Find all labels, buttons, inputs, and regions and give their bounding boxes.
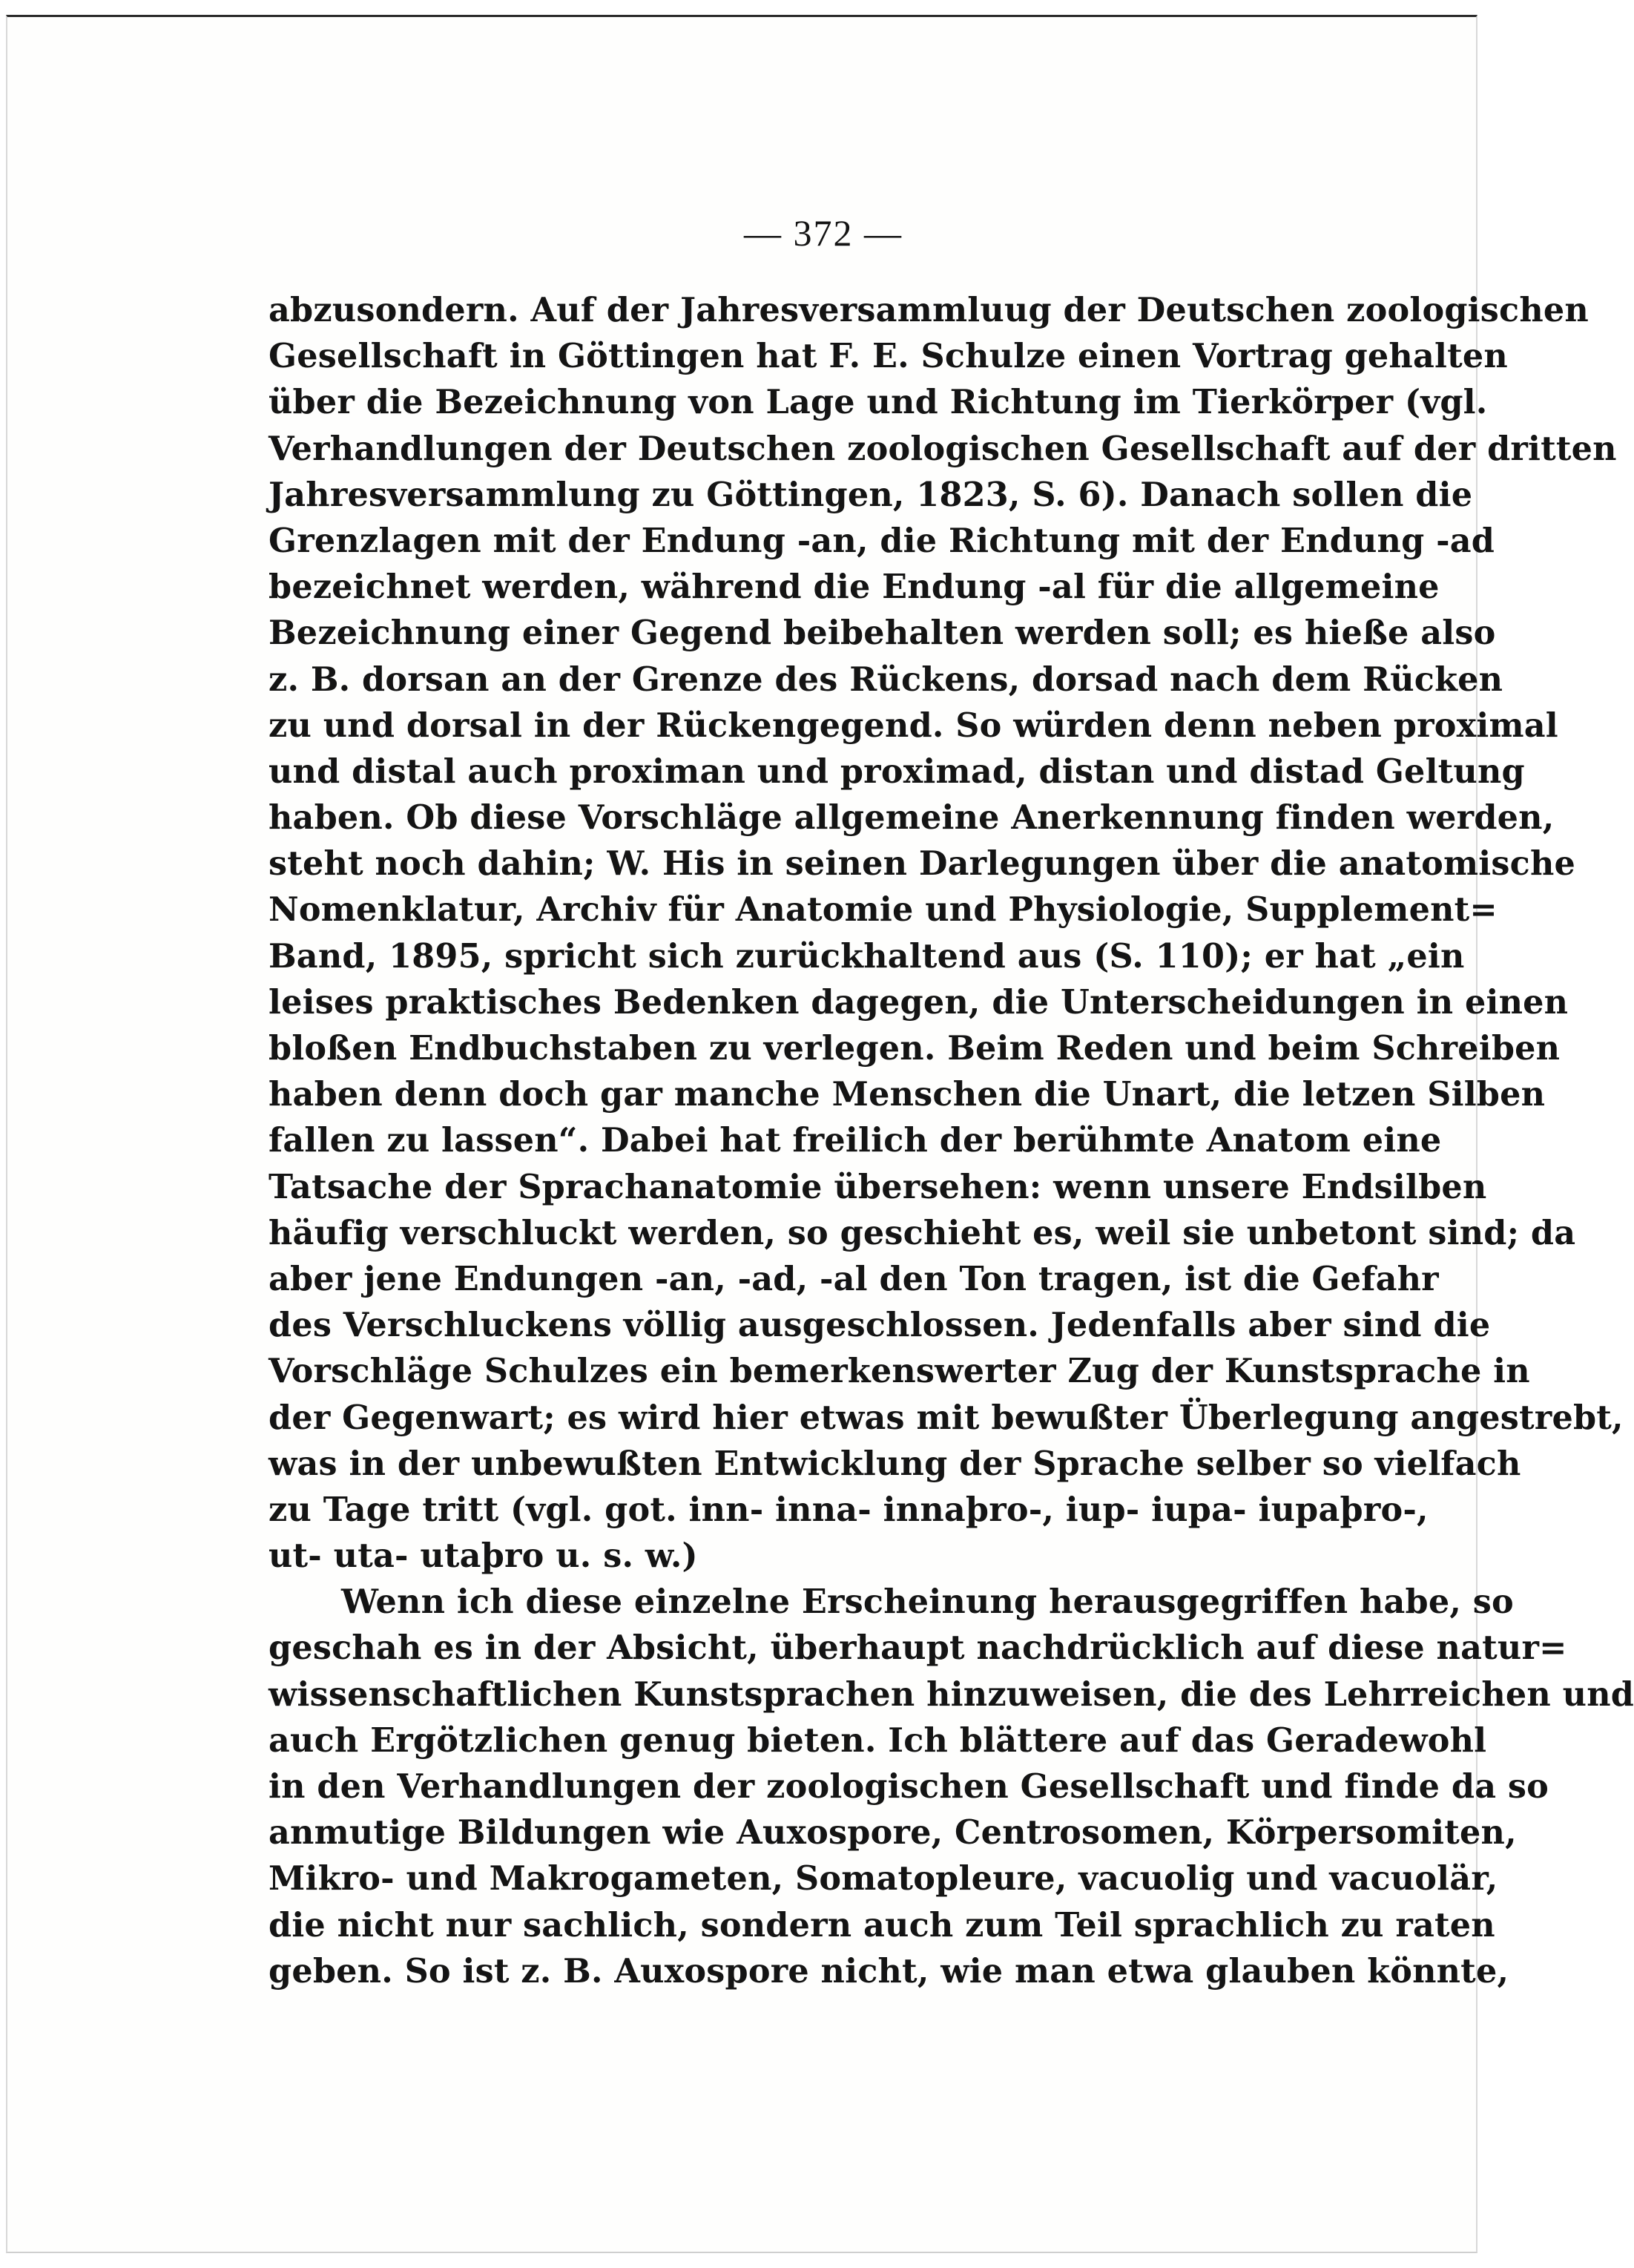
text-line: in den Verhandlungen der zoologischen Gesellschaft und finde da so — [269, 1767, 1549, 1806]
text-line: Grenzlagen mit der Endung -an, die Richtung mit der Endung -ad — [269, 521, 1495, 560]
text-line: bezeichnet werden, während die Endung -al für die allgemeine — [269, 568, 1440, 607]
text-line: Vorschläge Schulzes ein bemerkenswerter Zug der Kunstsprache in — [269, 1352, 1530, 1391]
body-text — [269, 287, 1634, 1994]
text-line: haben. Ob diese Vorschläge allgemeine Anerkennung finden werden, — [269, 798, 1555, 838]
text-line: der Gegenwart; es wird hier etwas mit bewußter Überlegung angestrebt, — [269, 1398, 1624, 1437]
text-line: Jahresversammlung zu Göttingen, 1823, S. 6). Danach sollen die — [269, 475, 1473, 514]
text-line: zu und dorsal in der Rückengegend. So würden denn neben proximal — [269, 706, 1558, 745]
paragraph-start-line: Wenn ich diese einzelne Erscheinung herausgegriffen habe, so — [341, 1582, 1514, 1622]
text-line: geschah es in der Absicht, überhaupt nachdrücklich auf diese natur= — [269, 1628, 1567, 1668]
text-line: abzusondern. Auf der Jahresversammluug der Deutschen zoologischen — [269, 291, 1589, 329]
text-line: was in der unbewußten Entwicklung der Sprache selber so vielfach — [269, 1444, 1521, 1483]
text-line: geben. So ist z. B. Auxospore nicht, wie man etwa glauben könnte, — [269, 1951, 1509, 1991]
paragraph-end-line: ut- uta- utaþro u. s. w.) — [269, 1536, 698, 1576]
page-number: — 372 — — [744, 212, 903, 254]
text-line: Band, 1895, spricht sich zurückhaltend aus (S. 110); er hat „ein — [269, 936, 1465, 976]
text-line: bloßen Endbuchstaben zu verlegen. Beim Reden und beim Schreiben — [269, 1029, 1561, 1068]
text-line: Tatsache der Sprachanatomie übersehen: wenn unsere Endsilben — [269, 1167, 1487, 1206]
text-line: aber jene Endungen -an, -ad, -al den Ton tragen, ist die Gefahr — [269, 1259, 1439, 1298]
text-line: Gesellschaft in Göttingen hat F. E. Schulze einen Vortrag gehalten — [269, 337, 1508, 376]
text-line: haben denn doch gar manche Menschen die Unart, die letzen Silben — [269, 1075, 1546, 1114]
text-line: anmutige Bildungen wie Auxospore, Centrosomen, Körpersomiten, — [269, 1813, 1517, 1853]
text-line: des Verschluckens völlig ausgeschlossen. Jedenfalls aber sind die — [269, 1306, 1491, 1345]
text-line: wissenschaftlichen Kunstsprachen hinzuweisen, die des Lehrreichen und — [269, 1674, 1634, 1714]
text-line: und distal auch proximan und proximad, distan und distad Geltung — [269, 752, 1525, 791]
text-line: steht noch dahin; W. His in seinen Darlegungen über die anatomische — [269, 844, 1576, 884]
text-line: Nomenklatur, Archiv für Anatomie und Physiologie, Supplement= — [269, 890, 1498, 930]
text-line: Verhandlungen der Deutschen zoologischen Gesellschaft auf der dritten — [269, 429, 1617, 468]
text-line: Mikro- und Makrogameten, Somatopleure, vacuolig und vacuolär, — [269, 1859, 1498, 1899]
text-line: häufig verschluckt werden, so geschieht es, weil sie unbetont sind; da — [269, 1213, 1576, 1252]
text-line: die nicht nur sachlich, sondern auch zum Teil sprachlich zu raten — [269, 1905, 1495, 1945]
text-line: zu Tage tritt (vgl. got. inn- inna- innaþro-, iup- iupa- iupaþro-, — [269, 1490, 1429, 1529]
text-line: leises praktisches Bedenken dagegen, die Unterscheidungen in einen — [269, 982, 1569, 1022]
text-line: fallen zu lassen“. Dabei hat freilich der berühmte Anatom eine — [269, 1121, 1442, 1160]
book-page — [6, 15, 1634, 2253]
text-line: auch Ergötzlichen genug bieten. Ich blättere auf das Geradewohl — [269, 1720, 1487, 1760]
text-line: Bezeichnung einer Gegend beibehalten werden soll; es hieße also — [269, 614, 1496, 653]
text-line: über die Bezeichnung von Lage und Richtung im Tierkörper (vgl. — [269, 383, 1488, 422]
text-line: z. B. dorsan an der Grenze des Rückens, dorsad nach dem Rücken — [269, 660, 1503, 699]
